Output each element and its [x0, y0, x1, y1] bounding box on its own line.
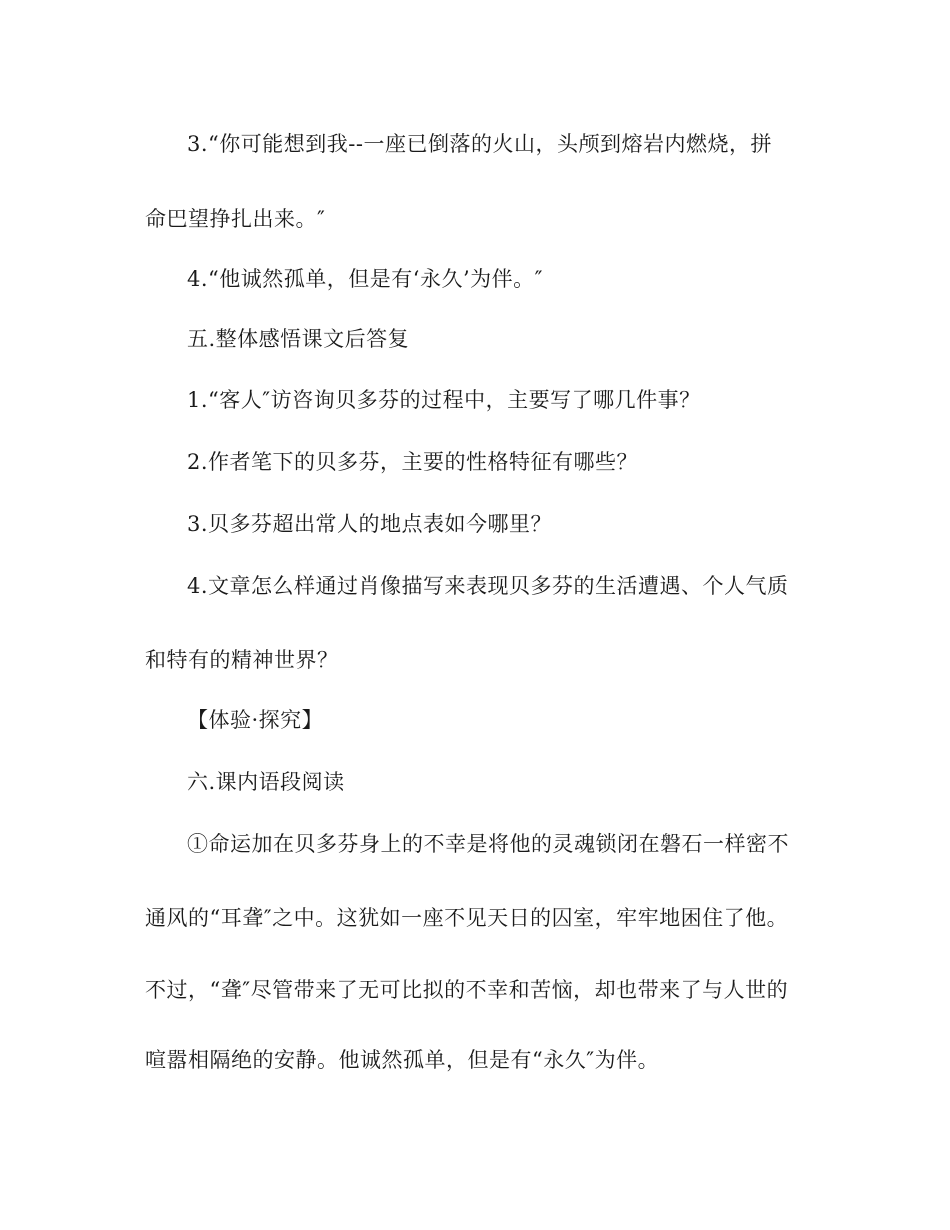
section-heading-5: 五.整体感悟课文后答复 — [187, 327, 410, 351]
paragraph-line-2: 通风的“耳聋″之中。这犹如一座不见天日的囚室，牢牢地困住了他。 — [145, 906, 789, 930]
paragraph-line-3: 不过，“聋″尽管带来了无可比拟的不幸和苦恼，却也带来了与人世的 — [145, 978, 789, 1002]
text-line-1: 3.“你可能想到我--一座已倒落的火山，头颅到熔岩内燃烧，拼 — [187, 132, 772, 156]
paragraph-line-4: 喧嚣相隔绝的安静。他诚然孤单，但是有“永久″为伴。 — [145, 1048, 660, 1072]
question-line-4: 4.文章怎么样通过肖像描写来表现贝多芬的生活遭遇、个人气质 — [187, 574, 789, 598]
text-line-3: 4.“他诚然孤单，但是有‘永久’为伴。″ — [187, 267, 543, 291]
question-line-2: 2.作者笔下的贝多芬，主要的性格特征有哪些？ — [187, 450, 639, 474]
question-line-1: 1.“客人″访咨询贝多芬的过程中，主要写了哪几件事？ — [187, 388, 701, 412]
section-heading-6: 六.课内语段阅读 — [187, 770, 345, 794]
question-line-3: 3.贝多芬超出常人的地点表如今哪里？ — [187, 512, 553, 536]
section-tag-experience: 【体验·探究】 — [187, 708, 324, 732]
text-line-2: 命巴望挣扎出来。″ — [145, 207, 326, 231]
paragraph-line-1: ①命运加在贝多芬身上的不幸是将他的灵魂锁闭在磐石一样密不 — [187, 832, 789, 856]
question-line-4-cont: 和特有的精神世界？ — [145, 648, 339, 672]
